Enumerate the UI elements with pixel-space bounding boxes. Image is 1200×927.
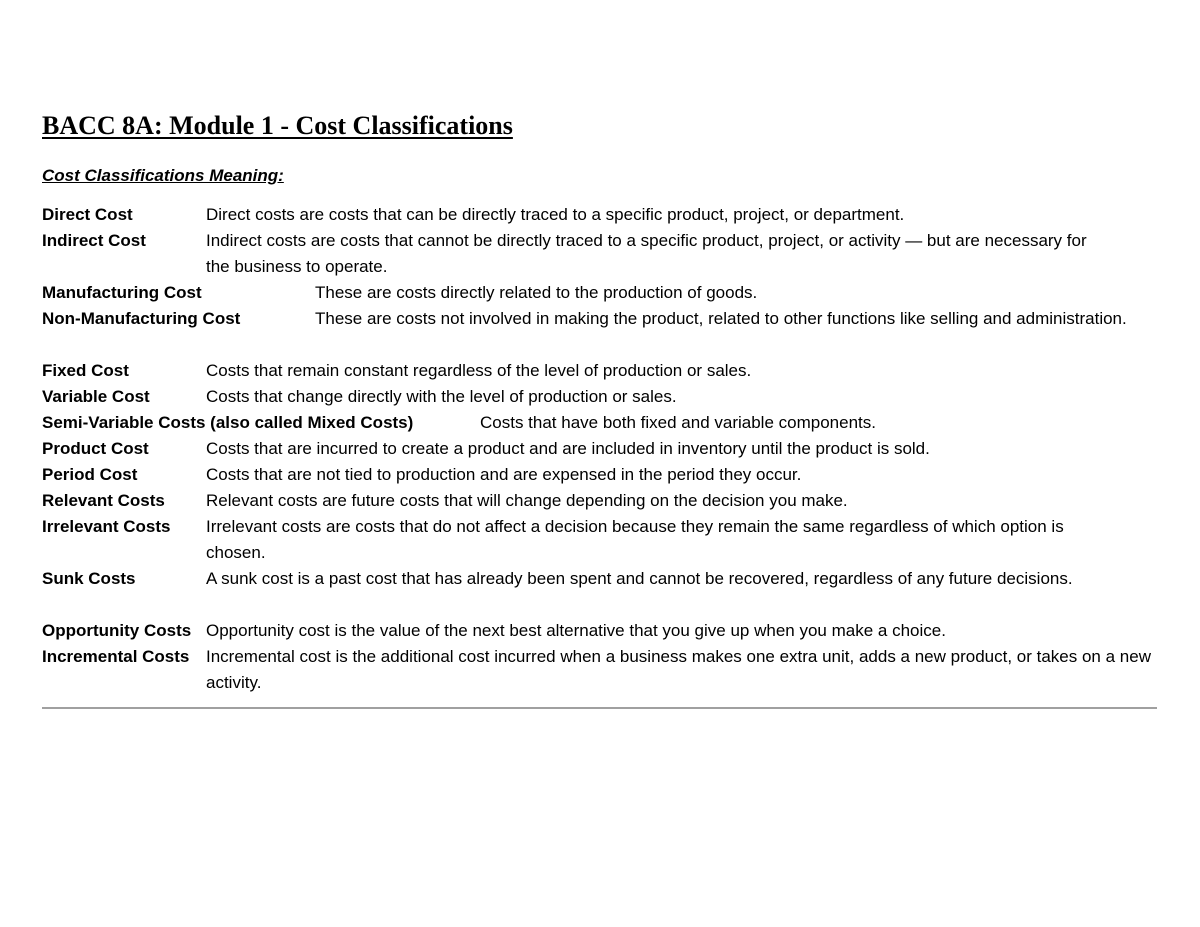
term-definition: These are costs directly related to the production of goods. [315,283,758,302]
page-title: BACC 8A: Module 1 - Cost Classifications [42,111,513,140]
term-label: Semi-Variable Costs (also called Mixed Costs) [42,413,414,432]
term-definition: Direct costs are costs that can be directly traced to a specific product, project, or department. [206,205,905,224]
term-label: Period Cost [42,465,138,484]
term-definition: Costs that are not tied to production and are expensed in the period they occur. [206,465,802,484]
section-heading: Cost Classifications Meaning: [42,166,284,185]
term-label: Indirect Cost [42,231,146,250]
term-label: Fixed Cost [42,361,129,380]
term-label: Manufacturing Cost [42,283,202,302]
term-definition: Costs that have both fixed and variable components. [480,413,876,432]
term-label: Relevant Costs [42,491,165,510]
term-label: Variable Cost [42,387,150,406]
term-label: Direct Cost [42,205,133,224]
term-definition: Relevant costs are future costs that will change depending on the decision you make. [206,491,848,510]
term-definition: A sunk cost is a past cost that has already been spent and cannot be recovered, regardless of any future decisions. [206,569,1073,588]
term-definition: Incremental cost is the additional cost incurred when a business makes one extra unit, adds a new product, or takes on a new activity. [206,647,1151,692]
term-definition: Opportunity cost is the value of the next best alternative that you give up when you make a choice. [206,621,946,640]
term-label: Sunk Costs [42,569,136,588]
term-label: Product Cost [42,439,149,458]
term-definition: Costs that are incurred to create a product and are included in inventory until the product is sold. [206,439,930,458]
term-definition: Irrelevant costs are costs that do not affect a decision because they remain the same regardless of which option is chosen. [206,517,1064,562]
term-label: Non-Manufacturing Cost [42,309,241,328]
term-definition: These are costs not involved in making the product, related to other functions like selling and administration. [315,309,1127,328]
term-label: Irrelevant Costs [42,517,171,536]
horizontal-divider [42,707,1157,709]
term-definition: Costs that remain constant regardless of the level of production or sales. [206,361,752,380]
term-label: Opportunity Costs [42,621,192,640]
term-definition: Indirect costs are costs that cannot be directly traced to a specific product, project, or activity — but are necessary for the business to operate. [206,231,1087,276]
term-definition: Costs that change directly with the level of production or sales. [206,387,677,406]
term-label: Incremental Costs [42,647,190,666]
